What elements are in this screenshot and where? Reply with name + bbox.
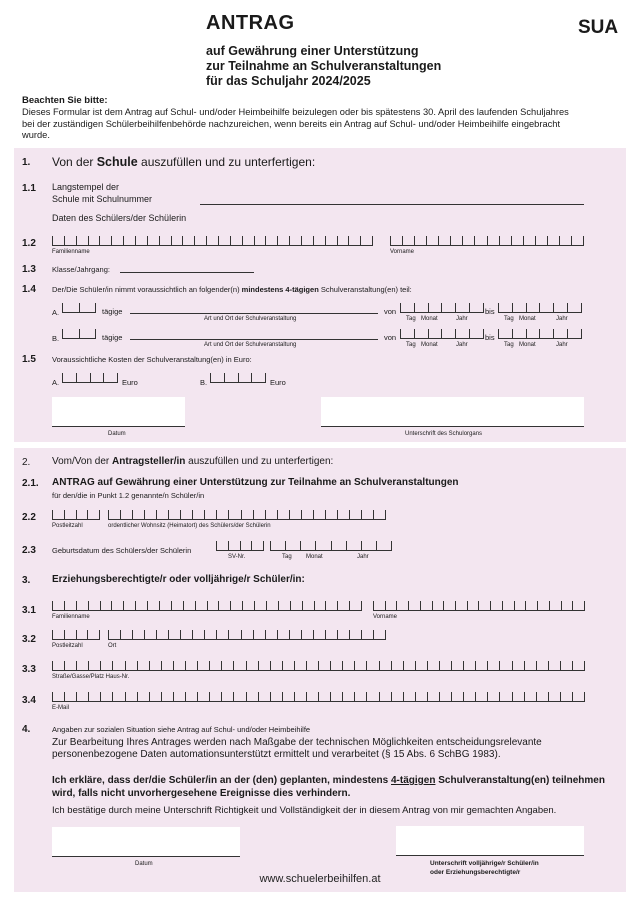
field-caption: Art und Ort der Schulveranstaltung — [204, 342, 297, 348]
section-heading: Vom/Von der Antragsteller/in auszufüllen und zu unterfertigen: — [52, 456, 334, 467]
confirmation-text: Ich bestätige durch meine Unterschrift Richtigkeit und Vollständigkeit der in diesem Antrag von mir gemachten Angaben. — [52, 805, 557, 816]
social-note: Angaben zur sozialen Situation siehe Antrag auf Schul- und/oder Heimbeihilfe — [52, 725, 311, 734]
residence-field[interactable] — [108, 510, 386, 520]
row-label: A. — [52, 378, 60, 387]
stamp-label-2: Schule mit Schulnummer — [52, 194, 153, 204]
school-date-field[interactable] — [52, 397, 185, 427]
event-intro: Der/Die Schüler/in nimmt voraussichtlich an folgender(n) mindestens 4-tägigen Schulveranstaltung(en) teil: — [52, 285, 412, 294]
field-caption: Jahr — [456, 316, 468, 322]
cost-field-b[interactable] — [210, 373, 266, 383]
zip-field[interactable] — [52, 510, 100, 520]
subtitle-line: für das Schuljahr 2024/2025 — [206, 74, 371, 88]
application-sub: für den/die in Punkt 1.2 genannte/n Schüler/in — [52, 491, 205, 500]
item-number: 4. — [22, 724, 31, 735]
event-field-a[interactable] — [130, 313, 378, 314]
field-caption: Jahr — [556, 316, 568, 322]
field-caption: Familienname — [52, 614, 90, 620]
field-caption: Vorname — [390, 249, 415, 255]
item-number: 2.1. — [22, 478, 39, 489]
field-caption: Postleitzahl — [52, 523, 83, 529]
form-subtitle — [206, 44, 441, 89]
from-date-a[interactable] — [400, 303, 484, 313]
birthdate-label: Geburtsdatum des Schülers/der Schülerin — [52, 546, 192, 555]
field-caption: Jahr — [357, 554, 369, 560]
declaration-text: Ich erkläre, dass der/die Schüler/in an der (den) geplanten, mindestens 4-tägigen Schulveranstaltung(en) teilnehmen wird, falls nicht unvorhergesehene Ereignisse dies verhindern. — [52, 775, 605, 799]
item-number: 3. — [22, 575, 31, 586]
field-caption: Postleitzahl — [52, 643, 83, 649]
field-caption: Monat — [421, 342, 438, 348]
section-number: 2. — [22, 457, 31, 468]
item-number: 1.1 — [22, 183, 36, 194]
field-caption: Tag — [504, 316, 514, 322]
section-heading: Von der Schule auszufüllen und zu unterfertigen: — [52, 155, 316, 169]
applicant-date-field[interactable] — [52, 827, 240, 857]
row-label: A. — [52, 308, 60, 317]
student-data-label: Daten des Schülers/der Schülerin — [52, 213, 187, 223]
row-label: B. — [200, 378, 208, 387]
stamp-label: Langstempel der — [52, 182, 120, 192]
days-field-a[interactable] — [62, 303, 96, 313]
field-caption: Datum — [108, 431, 126, 437]
field-caption: ordentlicher Wohnsitz (Heimatort) des Schülers/der Schülerin — [108, 523, 271, 529]
privacy-text: Zur Bearbeitung Ihres Antrages werden nach Maßgabe der technischen Möglichkeiten entscheidungsrelevante personenbezogene Daten automationsunterstützt ermittelt und verarbeitet (§ 15 Abs. 6 SchBG 1983). — [52, 737, 542, 760]
from-label: von — [384, 307, 397, 316]
note-heading: Beachten Sie bitte: — [22, 95, 108, 106]
event-field-b[interactable] — [130, 339, 378, 340]
item-number: 2.3 — [22, 545, 36, 556]
field-caption: Monat — [306, 554, 323, 560]
item-number: 3.4 — [22, 695, 36, 706]
to-date-a[interactable] — [498, 303, 582, 313]
days-field-b[interactable] — [62, 329, 96, 339]
guardian-first-name-field[interactable] — [373, 601, 585, 611]
cost-label: Voraussichtliche Kosten der Schulveranstaltung(en) in Euro: — [52, 355, 252, 364]
euro-label: Euro — [122, 378, 138, 387]
field-caption: Datum — [135, 861, 153, 867]
row-label: B. — [52, 334, 60, 343]
to-label: bis — [485, 307, 495, 316]
item-number: 2.2 — [22, 512, 36, 523]
item-number: 1.2 — [22, 238, 36, 249]
form-code: SUA — [578, 17, 619, 38]
cost-field-a[interactable] — [62, 373, 118, 383]
item-number: 1.4 — [22, 284, 36, 295]
student-family-name-field[interactable] — [52, 236, 373, 246]
to-label: bis — [485, 333, 495, 342]
application-title: ANTRAG auf Gewährung einer Unterstützung zur Teilnahme an Schulveranstaltungen — [52, 477, 459, 488]
item-number: 1.3 — [22, 264, 36, 275]
item-number: 3.2 — [22, 634, 36, 645]
signature-caption: Unterschrift volljährige/r Schüler/in oder Erziehungsberechtigte/r — [430, 860, 539, 876]
form-title: ANTRAG — [206, 12, 295, 34]
field-caption: Jahr — [456, 342, 468, 348]
field-caption: Ort — [108, 643, 117, 649]
field-caption: Straße/Gasse/Platz Haus-Nr. — [52, 674, 130, 680]
days-label: tägige — [102, 333, 123, 342]
field-caption: E-Mail — [52, 705, 70, 711]
item-number: 3.3 — [22, 664, 36, 675]
euro-label: Euro — [270, 378, 286, 387]
guardian-place-field[interactable] — [108, 630, 386, 640]
field-caption: Jahr — [556, 342, 568, 348]
school-signature-field[interactable] — [321, 397, 584, 427]
applicant-signature-field[interactable] — [396, 826, 584, 856]
field-caption: Monat — [519, 342, 536, 348]
field-caption: Monat — [519, 316, 536, 322]
section-number: 1. — [22, 157, 31, 168]
class-label: Klasse/Jahrgang: — [52, 265, 110, 274]
guardian-zip-field[interactable] — [52, 630, 100, 640]
student-first-name-field[interactable] — [390, 236, 584, 246]
birthdate-field[interactable] — [270, 541, 392, 551]
subtitle-line: auf Gewährung einer Unterstützung — [206, 44, 419, 58]
field-caption: SV-Nr. — [228, 554, 246, 560]
from-label: von — [384, 333, 397, 342]
school-stamp-field[interactable] — [200, 204, 584, 205]
field-caption: Tag — [282, 554, 292, 560]
to-date-b[interactable] — [498, 329, 582, 339]
class-field[interactable] — [120, 272, 254, 273]
field-caption: Unterschrift des Schulorgans — [405, 431, 483, 437]
field-caption: Tag — [406, 316, 416, 322]
note-text: Dieses Formular ist dem Antrag auf Schul- und/oder Heimbeihilfe beizulegen oder bis spätestens 30. April des laufenden Schuljahres bei der zuständigen Schülerbeihilfenbehörde nachzureichen, wenn bereits ein Antrag auf Schul- und/oder Heimbeihilfe eingebracht wurde. — [22, 107, 569, 140]
guardian-street-field[interactable] — [52, 661, 585, 671]
field-caption: Familienname — [52, 249, 90, 255]
field-caption: Tag — [406, 342, 416, 348]
field-caption: Vorname — [373, 614, 398, 620]
guardian-family-name-field[interactable] — [52, 601, 362, 611]
field-caption: Tag — [504, 342, 514, 348]
guardian-email-field[interactable] — [52, 692, 585, 702]
field-caption: Monat — [421, 316, 438, 322]
days-label: tägige — [102, 307, 123, 316]
subtitle-line: zur Teilnahme an Schulveranstaltungen — [206, 59, 442, 73]
website-link[interactable]: www.schuelerbeihilfen.at — [259, 873, 381, 885]
guardian-title: Erziehungsberechtigte/r oder volljährige/r Schüler/in: — [52, 574, 305, 585]
sv-number-field[interactable] — [216, 541, 264, 551]
item-number: 1.5 — [22, 354, 36, 365]
item-number: 3.1 — [22, 605, 36, 616]
from-date-b[interactable] — [400, 329, 484, 339]
field-caption: Art und Ort der Schulveranstaltung — [204, 316, 297, 322]
